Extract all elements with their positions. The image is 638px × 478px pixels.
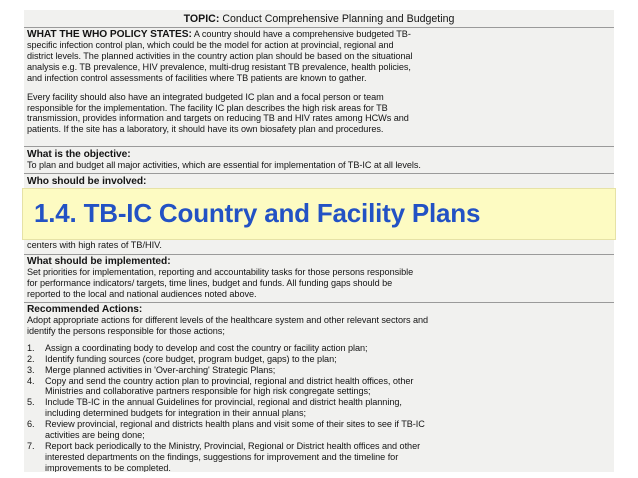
policy-line: A country should have a comprehensive budgeted TB- <box>191 29 411 39</box>
divider <box>24 302 614 303</box>
action-item: 2. Identify funding sources (core budget, program budget, gaps) to the plan; <box>27 353 337 364</box>
slide-title-banner <box>22 188 616 240</box>
implemented-line: for performance indicators/ targets, time lines, budget and funds. All funding gaps should be <box>27 277 393 288</box>
action-item-continuation: including determined budgets for integration in their annual plans; <box>45 408 306 419</box>
topic-label: TOPIC: <box>183 13 220 25</box>
divider <box>24 254 614 255</box>
action-item-continuation: improvements to be completed. <box>45 462 171 472</box>
objective-heading: What is the objective: <box>27 149 131 160</box>
implemented-line: reported to the local and national audiences noted above. <box>27 288 257 299</box>
policy-line: patients. If the site has a laboratory, it should have its own biosafety plan and procedures. <box>27 124 384 135</box>
objective-line: To plan and budget all major activities, which are essential for implementation of TB-IC at all levels. <box>27 160 421 170</box>
policy-line: district levels. The planned activities in the country action plan should be based on the situational <box>27 50 413 61</box>
action-item-continuation: interested departments on the findings, suggestions for improvement and the timeline for <box>45 451 399 462</box>
actions-section <box>27 304 611 472</box>
involved-partial-line: centers with high rates of TB/HIV. <box>27 240 162 250</box>
involved-section <box>27 176 611 187</box>
topic-text: Conduct Comprehensive Planning and Budgeting <box>222 13 455 25</box>
slide-title: 1.4. TB-IC Country and Facility Plans <box>34 198 481 228</box>
policy-line: specific infection control plan, which could be the model for action at provincial, regional and <box>27 40 394 50</box>
topic-heading <box>24 13 614 25</box>
action-item: 7. Report back periodically to the Ministry, Provincial, Regional or District health offices and other <box>27 440 421 451</box>
action-item: 5. Include TB-IC in the annual Guidelines for provincial, regional and district health planning, <box>27 397 402 408</box>
policy-line: Every facility should also have an integrated budgeted IC plan and a focal person or team <box>27 91 384 102</box>
action-item: 6. Review provincial, regional and districts health plans and visit some of their sites to see if TB-IC <box>27 419 425 430</box>
divider <box>24 27 614 28</box>
divider <box>24 146 614 147</box>
action-item-continuation: Ministries and collaborative partners responsible for high risk congregate settings; <box>45 386 371 397</box>
policy-section <box>27 29 611 135</box>
divider <box>24 173 614 174</box>
action-item-continuation: activities are being done; <box>45 430 145 441</box>
policy-heading: WHAT THE WHO POLICY STATES: <box>27 29 192 40</box>
implemented-line: Set priorities for implementation, reporting and accountability tasks for those persons responsible <box>27 267 414 277</box>
policy-line: analysis e.g. TB prevalence, HIV prevalence, multi-drug resistant TB prevalence, health policies, <box>27 61 411 72</box>
action-item: 1. Assign a coordinating body to develop and cost the country or facility action plan; <box>27 342 368 353</box>
policy-line: responsible for the implementation. The facility IC plan describes the high risk areas for TB <box>27 102 388 113</box>
objective-section <box>27 149 611 171</box>
action-item: 3. Merge planned activities in 'Over-arching' Strategic Plans; <box>27 364 276 375</box>
actions-heading: Recommended Actions: <box>27 304 143 315</box>
actions-intro-line: identify the persons responsible for those actions; <box>27 325 225 336</box>
actions-intro-line: Adopt appropriate actions for different levels of the healthcare system and other relevant sectors and <box>27 315 429 325</box>
involved-heading: Who should be involved: <box>27 176 147 187</box>
scanned-document <box>24 10 614 472</box>
implemented-section <box>27 256 611 300</box>
policy-line: transmission, provides information and targets on reducing TB and HIV rates among HCWs and <box>27 113 409 124</box>
action-item: 4. Copy and send the country action plan to provincial, regional and district health offices, other <box>27 375 414 386</box>
implemented-heading: What should be implemented: <box>27 256 171 267</box>
policy-line: and infection control assessments of facilities where TB patients are known to gather. <box>27 72 367 83</box>
